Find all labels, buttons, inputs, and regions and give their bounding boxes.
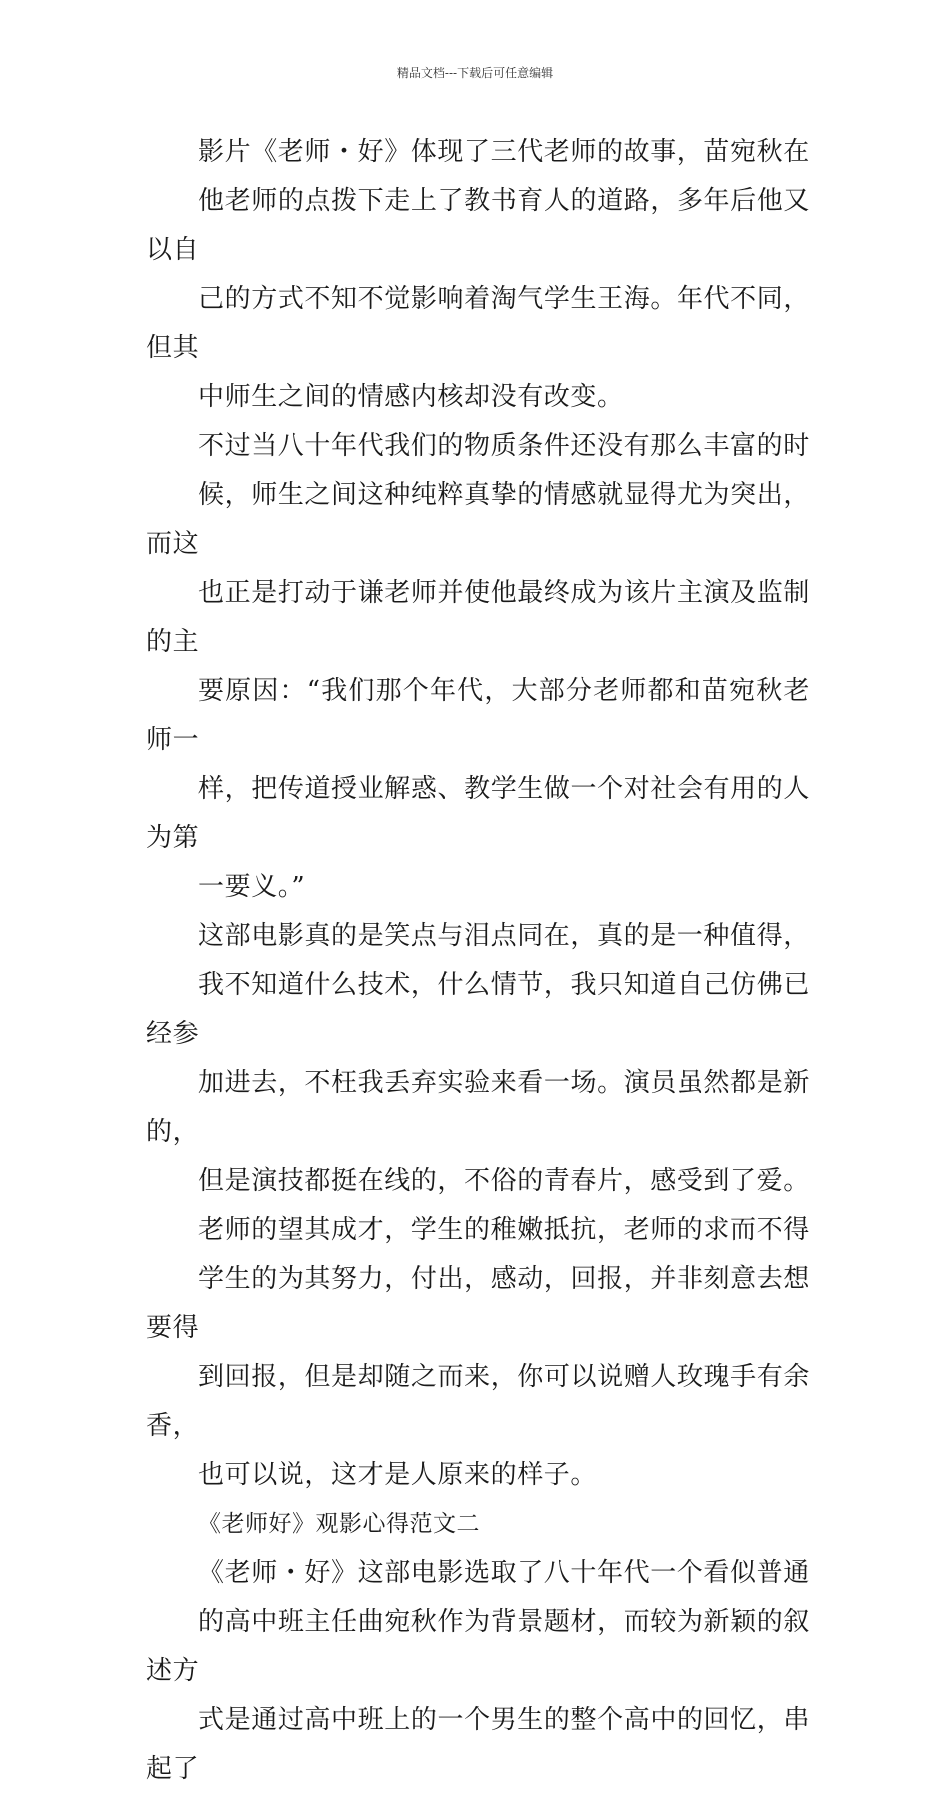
text-line: 加进去，不枉我丢弃实验来看一场。演员虽然都是新的， xyxy=(146,1068,810,1147)
text-line: 的高中班主任曲宛秋作为背景题材，而较为新颖的叙述方 xyxy=(146,1607,810,1686)
section-subtitle: 《老师好》观影心得范文二 xyxy=(198,1511,480,1537)
text-line: 到回报，但是却随之而来，你可以说赠人玫瑰手有余香， xyxy=(146,1362,810,1441)
text-line: 一要义。” xyxy=(198,872,306,902)
page-header: 精品文档---下载后可任意编辑 xyxy=(396,66,554,80)
paragraph-5 xyxy=(146,1549,810,1794)
text-line: 己的方式不知不觉影响着淘气学生王海。年代不同，但其 xyxy=(146,284,810,363)
text-line: 但是演技都挺在线的，不俗的青春片，感受到了爱。 xyxy=(198,1166,810,1196)
text-line: 样，把传道授业解惑、教学生做一个对社会有用的人为第 xyxy=(146,774,810,853)
text-line: 我不知道什么技术，什么情节，我只知道自己仿佛已经参 xyxy=(146,970,810,1049)
paragraph-3 xyxy=(146,912,810,1206)
text-line: 也正是打动于谦老师并使他最终成为该片主演及监制的主 xyxy=(146,578,810,657)
text-line: 不过当八十年代我们的物质条件还没有那么丰富的时 xyxy=(198,431,810,461)
text-line: 也可以说，这才是人原来的样子。 xyxy=(198,1460,598,1490)
text-line: 《老师・好》这部电影选取了八十年代一个看似普通 xyxy=(198,1558,810,1588)
text-line: 中师生之间的情感内核却没有改变。 xyxy=(198,382,624,412)
text-line: 学生的为其努力，付出，感动，回报，并非刻意去想要得 xyxy=(146,1264,810,1343)
text-line: 他老师的点拨下走上了教书育人的道路，多年后他又以自 xyxy=(146,186,810,265)
text-line: 影片《老师・好》体现了三代老师的故事，苗宛秋在 xyxy=(198,137,810,167)
document-body xyxy=(146,128,810,1794)
paragraph-1 xyxy=(146,128,810,422)
text-line: 式是通过高中班上的一个男生的整个高中的回忆，串起了 xyxy=(146,1705,810,1784)
paragraph-2 xyxy=(146,422,810,912)
text-line: 这部电影真的是笑点与泪点同在，真的是一种值得， xyxy=(198,921,810,951)
paragraph-4 xyxy=(146,1206,810,1500)
text-line: 老师的望其成才，学生的稚嫩抵抗，老师的求而不得 xyxy=(198,1215,810,1245)
text-line: 候，师生之间这种纯粹真挚的情感就显得尤为突出，而这 xyxy=(146,480,810,559)
text-line: 要原因：“我们那个年代，大部分老师都和苗宛秋老师一 xyxy=(146,676,810,755)
